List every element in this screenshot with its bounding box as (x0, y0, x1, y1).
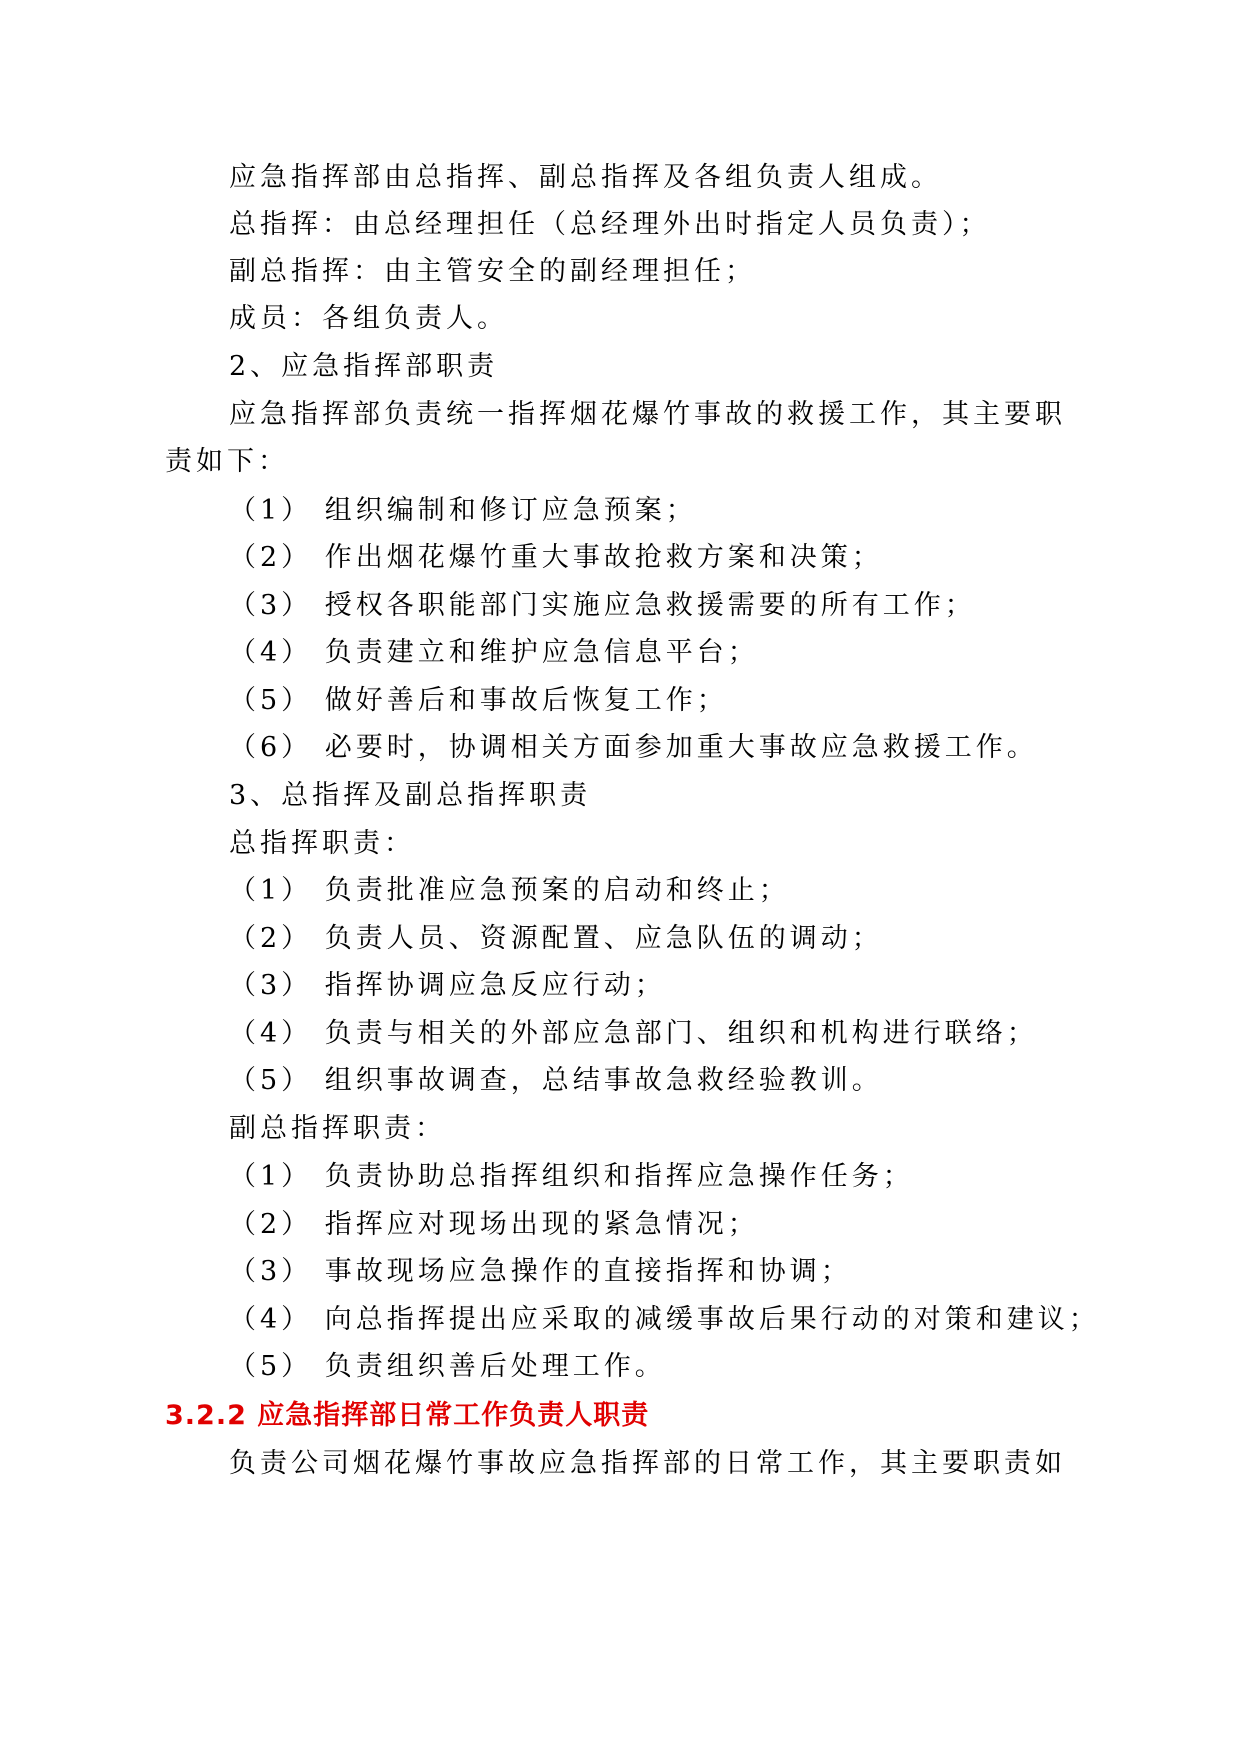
paragraph-deputy-commander: 副总指挥：由主管安全的副经理担任； (229, 256, 756, 287)
subheading-deputy-duties: 副总指挥职责： (229, 1113, 446, 1144)
section-title-commander-duties: 3、总指挥及副总指挥职责 (229, 780, 592, 811)
list-item: （1） 组织编制和修订应急预案； (229, 495, 697, 526)
section-heading-3-2-2: 3.2.2 应急指挥部日常工作负责人职责 (165, 1400, 650, 1431)
list-item: （2） 指挥应对现场出现的紧急情况； (229, 1209, 759, 1240)
list-item: （2） 作出烟花爆竹重大事故抢救方案和决策； (229, 542, 883, 573)
list-item: （5） 做好善后和事故后恢复工作； (229, 685, 728, 716)
list-item: （4） 向总指挥提出应采取的减缓事故后果行动的对策和建议； (229, 1304, 1100, 1335)
paragraph-daily-work: 负责公司烟花爆竹事故应急指挥部的日常工作，其主要职责如 (229, 1448, 1066, 1479)
list-item: （2） 负责人员、资源配置、应急队伍的调动； (229, 923, 883, 954)
paragraph-composition: 应急指挥部由总指挥、副总指挥及各组负责人组成。 (229, 162, 942, 193)
list-item: （1） 负责协助总指挥组织和指挥应急操作任务； (229, 1161, 914, 1192)
list-item: （6） 必要时，协调相关方面参加重大事故应急救援工作。 (229, 732, 1038, 763)
list-item: （3） 指挥协调应急反应行动； (229, 970, 666, 1001)
section-title-hq-duties: 2、应急指挥部职责 (229, 351, 499, 382)
paragraph-hq-duties-intro-cont: 责如下： (165, 446, 289, 477)
list-item: （4） 负责与相关的外部应急部门、组织和机构进行联络； (229, 1018, 1038, 1049)
paragraph-hq-duties-intro: 应急指挥部负责统一指挥烟花爆竹事故的救援工作，其主要职 (229, 399, 1066, 430)
paragraph-members: 成员：各组负责人。 (229, 303, 508, 334)
list-item: （4） 负责建立和维护应急信息平台； (229, 637, 759, 668)
list-item: （1） 负责批准应急预案的启动和终止； (229, 875, 790, 906)
list-item: （5） 负责组织善后处理工作。 (229, 1351, 666, 1382)
list-item: （3） 授权各职能部门实施应急救援需要的所有工作； (229, 590, 976, 621)
paragraph-commander: 总指挥：由总经理担任（总经理外出时指定人员负责）； (229, 209, 991, 240)
subheading-commander-duties: 总指挥职责： (229, 828, 415, 859)
list-item: （3） 事故现场应急操作的直接指挥和协调； (229, 1256, 852, 1287)
list-item: （5） 组织事故调查，总结事故急救经验教训。 (229, 1065, 883, 1096)
